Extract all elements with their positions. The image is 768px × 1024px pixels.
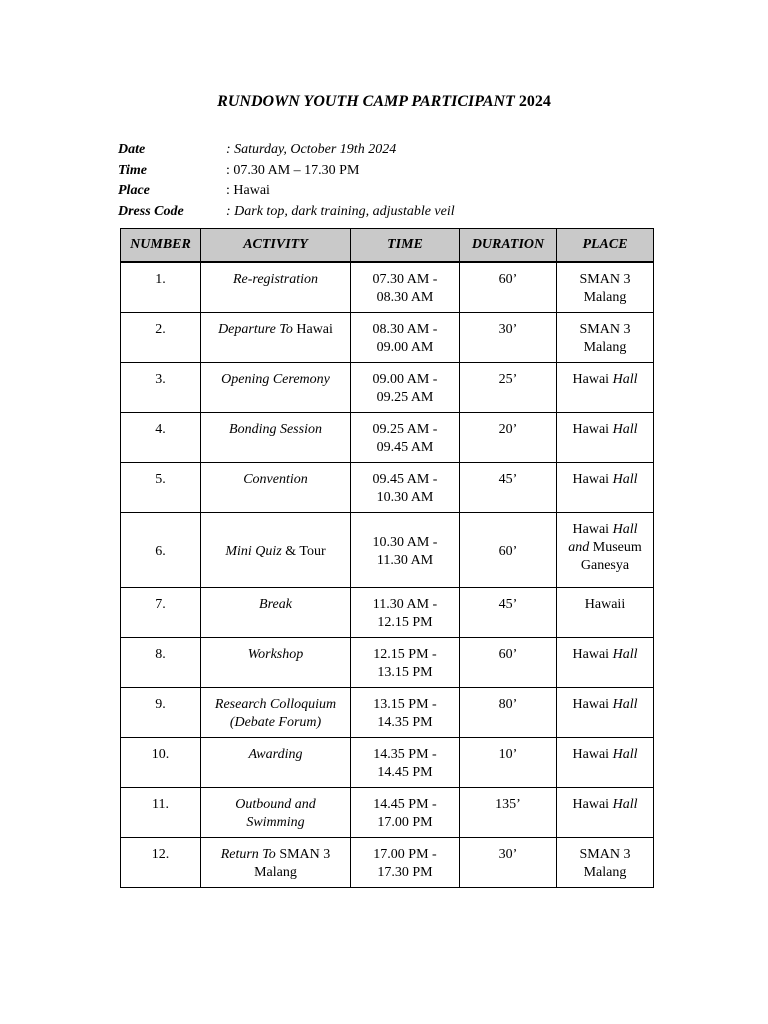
info-value: : 07.30 AM – 17.30 PM bbox=[226, 162, 360, 178]
time-start: 17.00 PM - bbox=[373, 846, 437, 862]
time-end: 14.35 PM bbox=[377, 714, 433, 730]
document-title bbox=[0, 93, 768, 111]
cell-activity bbox=[201, 787, 351, 837]
cell-place bbox=[557, 837, 654, 887]
table-header-row bbox=[121, 229, 654, 263]
activity-text: (Debate Forum) bbox=[229, 714, 322, 730]
cell-number: 2. bbox=[121, 312, 201, 362]
cell-duration: 30’ bbox=[460, 312, 557, 362]
cell-time bbox=[351, 837, 460, 887]
cell-duration: 60’ bbox=[460, 262, 557, 312]
cell-number: 1. bbox=[121, 262, 201, 312]
time-start: 11.30 AM - bbox=[372, 596, 438, 612]
cell-time bbox=[351, 512, 460, 587]
place-hall: Hall bbox=[612, 421, 638, 437]
cell-time bbox=[351, 462, 460, 512]
cell-activity bbox=[201, 312, 351, 362]
info-label: Place bbox=[118, 183, 150, 198]
table-row bbox=[121, 837, 654, 887]
cell-place bbox=[557, 787, 654, 837]
schedule-table bbox=[120, 228, 654, 888]
cell-activity bbox=[201, 637, 351, 687]
cell-duration: 45’ bbox=[460, 462, 557, 512]
cell-place bbox=[557, 637, 654, 687]
cell-number: 6. bbox=[121, 512, 201, 587]
place-text: Ganesya bbox=[580, 557, 630, 573]
cell-time bbox=[351, 362, 460, 412]
time-end: 17.30 PM bbox=[377, 864, 433, 880]
place-text: Hawai bbox=[572, 796, 610, 812]
activity-tail: & Tour bbox=[281, 543, 326, 559]
table-row bbox=[121, 462, 654, 512]
info-row-dress-code bbox=[118, 202, 455, 223]
place-museum: Museum bbox=[589, 539, 642, 555]
time-start: 10.30 AM - bbox=[372, 534, 438, 550]
time-start: 12.15 PM - bbox=[373, 646, 437, 662]
cell-duration: 10’ bbox=[460, 737, 557, 787]
activity-tail: Hawai bbox=[292, 321, 333, 337]
activity-text: Re-registration bbox=[232, 272, 319, 287]
cell-number: 11. bbox=[121, 787, 201, 837]
activity-text: Outbound and bbox=[235, 796, 316, 812]
activity-text: Awarding bbox=[248, 746, 303, 762]
header-duration: DURATION bbox=[460, 229, 557, 263]
cell-activity bbox=[201, 737, 351, 787]
cell-time bbox=[351, 737, 460, 787]
activity-tail: SMAN 3 bbox=[275, 846, 331, 862]
cell-time bbox=[351, 312, 460, 362]
cell-time bbox=[351, 637, 460, 687]
activity-text: Break bbox=[259, 596, 292, 612]
info-row-time bbox=[118, 161, 455, 182]
cell-place bbox=[557, 687, 654, 737]
place-text: Hawai bbox=[572, 746, 610, 762]
place-text: Hawai bbox=[572, 646, 610, 662]
cell-duration: 60’ bbox=[460, 512, 557, 587]
place-hall: Hall bbox=[612, 746, 638, 762]
table-row bbox=[121, 262, 654, 312]
info-label: Date bbox=[118, 142, 146, 157]
time-end: 10.30 AM bbox=[376, 489, 434, 505]
cell-place bbox=[557, 362, 654, 412]
cell-time bbox=[351, 412, 460, 462]
place-hall: Hall bbox=[612, 471, 638, 487]
cell-number: 5. bbox=[121, 462, 201, 512]
info-value: : Saturday, October 19th 2024 bbox=[226, 142, 397, 157]
cell-number: 12. bbox=[121, 837, 201, 887]
title-year: 2024 bbox=[518, 93, 551, 110]
cell-number: 4. bbox=[121, 412, 201, 462]
cell-time bbox=[351, 262, 460, 312]
cell-number: 9. bbox=[121, 687, 201, 737]
cell-duration: 30’ bbox=[460, 837, 557, 887]
info-value: : Dark top, dark training, adjustable veil bbox=[226, 203, 455, 219]
cell-duration: 25’ bbox=[460, 362, 557, 412]
time-start: 14.45 PM - bbox=[373, 796, 437, 812]
place-text: Hawaii bbox=[584, 596, 626, 612]
place-hall: Hall bbox=[612, 371, 638, 387]
time-start: 14.35 PM - bbox=[373, 746, 437, 762]
time-start: 08.30 AM - bbox=[372, 321, 438, 337]
place-text: Hawai bbox=[572, 521, 610, 537]
header-number: NUMBER bbox=[121, 229, 201, 263]
table-row bbox=[121, 362, 654, 412]
time-end: 09.00 AM bbox=[376, 339, 434, 355]
cell-activity bbox=[201, 587, 351, 637]
info-value: : Hawai bbox=[226, 183, 270, 198]
place-text: SMAN 3 bbox=[579, 846, 631, 862]
activity-text: Opening Ceremony bbox=[221, 371, 330, 387]
cell-activity bbox=[201, 412, 351, 462]
cell-place bbox=[557, 462, 654, 512]
time-start: 07.30 AM - bbox=[372, 272, 438, 287]
time-start: 09.00 AM - bbox=[372, 371, 438, 387]
info-row-date bbox=[118, 140, 455, 161]
cell-time bbox=[351, 687, 460, 737]
place-hall: Hall bbox=[612, 696, 638, 712]
cell-time bbox=[351, 787, 460, 837]
table-row bbox=[121, 637, 654, 687]
table-row bbox=[121, 412, 654, 462]
cell-place bbox=[557, 312, 654, 362]
header-time: TIME bbox=[351, 229, 460, 263]
info-label: Dress Code bbox=[118, 203, 184, 219]
cell-place bbox=[557, 412, 654, 462]
time-end: 13.15 PM bbox=[377, 664, 433, 680]
time-end: 08.30 AM bbox=[376, 290, 434, 305]
place-text: Hawai bbox=[572, 471, 610, 487]
table-row bbox=[121, 512, 654, 587]
time-end: 17.00 PM bbox=[377, 814, 433, 830]
cell-number: 10. bbox=[121, 737, 201, 787]
title-main: RUNDOWN YOUTH CAMP PARTICIPANT bbox=[217, 93, 515, 110]
cell-number: 7. bbox=[121, 587, 201, 637]
table-row bbox=[121, 587, 654, 637]
cell-activity bbox=[201, 512, 351, 587]
table-row bbox=[121, 737, 654, 787]
time-end: 09.45 AM bbox=[376, 439, 434, 455]
activity-text: Swimming bbox=[246, 814, 305, 830]
time-end: 14.45 PM bbox=[377, 764, 433, 780]
place-hall: Hall bbox=[612, 646, 638, 662]
time-start: 09.45 AM - bbox=[372, 471, 438, 487]
time-end: 11.30 AM bbox=[376, 552, 434, 568]
cell-place bbox=[557, 587, 654, 637]
activity-text: Research Colloquium bbox=[214, 696, 337, 712]
place-and: and bbox=[568, 539, 590, 555]
cell-duration: 45’ bbox=[460, 587, 557, 637]
cell-duration: 60’ bbox=[460, 637, 557, 687]
table-row bbox=[121, 312, 654, 362]
cell-activity bbox=[201, 262, 351, 312]
cell-number: 3. bbox=[121, 362, 201, 412]
activity-text: Mini Quiz bbox=[225, 543, 282, 559]
cell-place bbox=[557, 737, 654, 787]
cell-duration: 135’ bbox=[460, 787, 557, 837]
cell-number: 8. bbox=[121, 637, 201, 687]
table-row bbox=[121, 787, 654, 837]
place-text: Malang bbox=[583, 290, 627, 305]
cell-activity bbox=[201, 687, 351, 737]
activity-text: Return To bbox=[220, 846, 276, 862]
cell-place bbox=[557, 262, 654, 312]
cell-duration: 80’ bbox=[460, 687, 557, 737]
place-text: Hawai bbox=[572, 371, 610, 387]
activity-text: Workshop bbox=[247, 646, 304, 662]
activity-text: Departure To bbox=[218, 321, 293, 337]
place-text: SMAN 3 bbox=[579, 272, 631, 287]
time-end: 09.25 AM bbox=[376, 389, 434, 405]
activity-text: Bonding Session bbox=[229, 421, 322, 437]
activity-text: Convention bbox=[243, 471, 308, 487]
table-row bbox=[121, 687, 654, 737]
header-place: PLACE bbox=[557, 229, 654, 263]
place-text: Hawai bbox=[572, 696, 610, 712]
cell-activity bbox=[201, 837, 351, 887]
info-row-place bbox=[118, 181, 455, 202]
time-start: 13.15 PM - bbox=[373, 696, 437, 712]
cell-activity bbox=[201, 462, 351, 512]
place-hall: Hall bbox=[612, 796, 638, 812]
place-text: Hawai bbox=[572, 421, 610, 437]
info-label: Time bbox=[118, 162, 148, 178]
cell-duration: 20’ bbox=[460, 412, 557, 462]
activity-text: Malang bbox=[254, 864, 297, 880]
place-hall: Hall bbox=[612, 521, 638, 537]
place-text: Malang bbox=[583, 864, 627, 880]
cell-activity bbox=[201, 362, 351, 412]
event-info bbox=[118, 140, 455, 222]
cell-place bbox=[557, 512, 654, 587]
cell-time bbox=[351, 587, 460, 637]
time-end: 12.15 PM bbox=[377, 614, 433, 630]
header-activity: ACTIVITY bbox=[201, 229, 351, 263]
time-start: 09.25 AM - bbox=[372, 421, 438, 437]
place-text: SMAN 3 bbox=[579, 321, 631, 337]
place-text: Malang bbox=[583, 339, 627, 355]
